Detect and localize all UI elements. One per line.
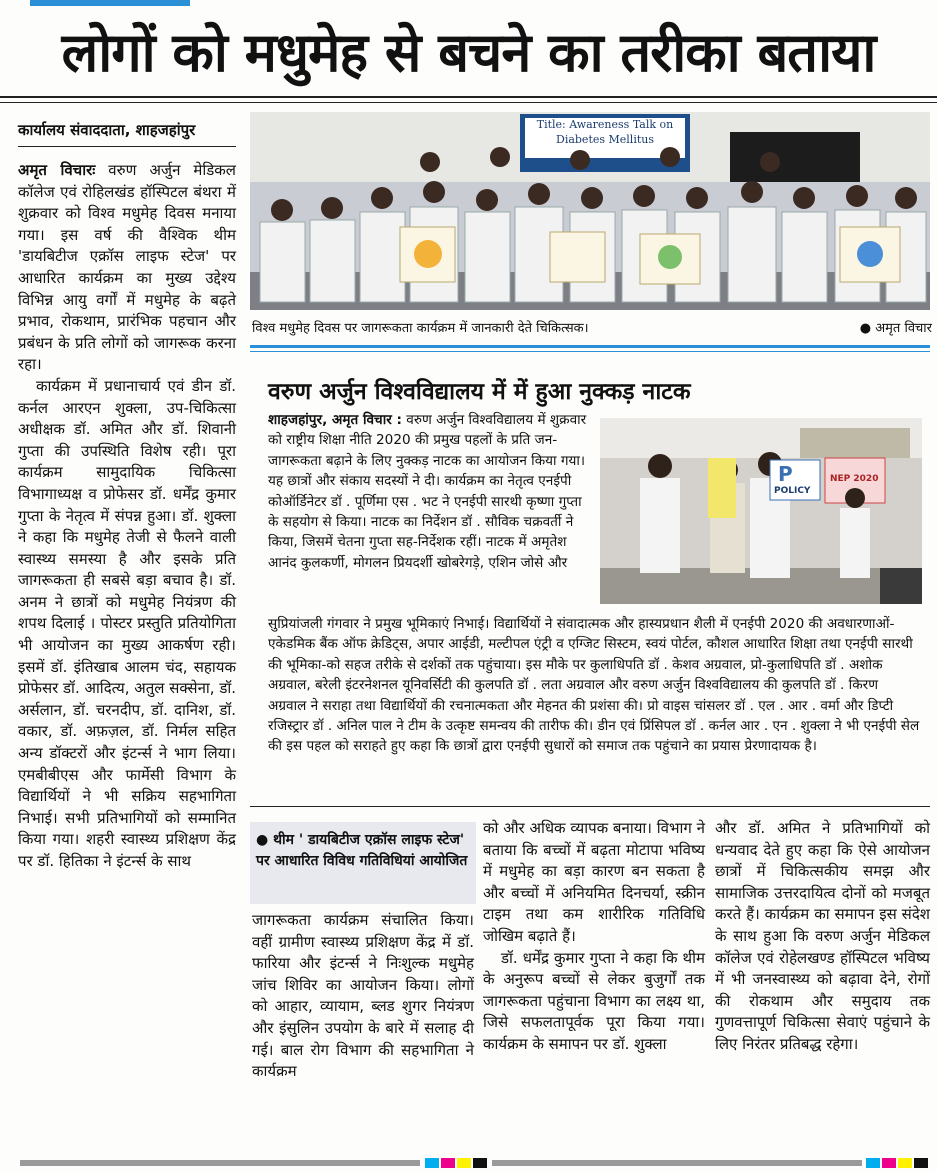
photo-sign-policy: POLICY bbox=[774, 486, 811, 496]
color-swatch-yellow-2 bbox=[898, 1158, 912, 1168]
main-story-col2: जागरूकता कार्यक्रम संचालित किया। वहीं ग्रामीण स्वास्थ्य प्रशिक्षण केंद्र में डॉ. फारिया और इंटर्न्स ने निःशुल्क मधुमेह जांच शिविर का आयोजन किया। लोगों को आहार, व्यायाम, ब्लड शुगर नियंत्रण और इंसुलिन उपयोग के बारे में सलाह दी गई। बाल रोग विभाग की सहभागिता ने कार्यक्रम bbox=[252, 911, 474, 1081]
headline-rule bbox=[0, 96, 937, 98]
color-swatch-magenta bbox=[441, 1158, 455, 1168]
photo-caption: विश्व मधुमेह दिवस पर जागरूकता कार्यक्रम में जानकारी देते चिकित्सक। bbox=[252, 321, 589, 336]
main-story-col3 bbox=[483, 818, 705, 1056]
street-play-photo-svg bbox=[600, 418, 922, 604]
main-story-p1-text: वरुण अर्जुन मेडिकल कॉलेज एवं रोहिलखंड हॉस्पिटल बंथरा में शुक्रवार को विश्व मधुमेह दिवस मनाया गया। इस वर्ष की वैश्विक थीम 'डायबिटीज एक्रॉस लाइफ स्टेज' पर आधारित कार्यक्रम का मुख्य उद्देश्य विभिन्न आयु वर्गों में मधुमेह के बढ़ते प्रभाव, रोकथाम, प्रारंभिक पहचान और प्रबंधन के प्रति लोगों को जागरूक करना रहा। bbox=[18, 161, 236, 374]
street-play-photo bbox=[600, 418, 922, 604]
dateline: अमृत विचारः bbox=[18, 161, 96, 179]
main-story-col3-b: डॉ. धर्मेंद्र कुमार गुप्ता ने कहा कि थीम के अनुरूप बच्चों से लेकर बुजुर्गों तक जागरूकता पहुंचाना विभाग का लक्ष्य था, जिसे सफलतापूर्वक पूरा किया गया। कार्यक्रम के समापन पर डॉ. शुक्ला bbox=[483, 948, 705, 1053]
page-headline: लोगों को मधुमेह से बचने का तरीका बताया bbox=[61, 21, 876, 84]
color-swatch-magenta-2 bbox=[882, 1158, 896, 1168]
second-story-headline: वरुण अर्जुन विश्वविद्यालय में में हुआ नुक्कड़ नाटक bbox=[268, 379, 691, 405]
photo-banner-line2: Diabetes Mellitus bbox=[556, 133, 654, 146]
byline: कार्यालय संवाददाता, शाहजहांपुर bbox=[18, 121, 196, 139]
second-story-bottom-rule bbox=[250, 806, 930, 807]
main-story-para1 bbox=[18, 160, 236, 376]
event-photo bbox=[250, 112, 930, 310]
photo-credit: ● अमृत विचार bbox=[859, 321, 932, 336]
byline-rule bbox=[18, 146, 236, 147]
color-swatch-yellow bbox=[457, 1158, 471, 1168]
blue-divider-2 bbox=[250, 351, 930, 352]
photo-banner-line1: Title: Awareness Talk on bbox=[536, 118, 674, 131]
headline-rule-2 bbox=[0, 102, 937, 103]
top-color-strip bbox=[30, 0, 190, 6]
main-story-col1 bbox=[18, 160, 236, 873]
second-story-top-text: वरुण अर्जुन विश्वविद्यालय में शुक्रवार को राष्ट्रीय शिक्षा नीति 2020 की प्रमुख पहलों के प्रति जन-जागरूकता बढ़ाने के लिए नुक्कड़ नाटक का आयोजन किया गया। यह छात्रों और संकाय सदस्यों ने दी। कार्यक्रम का नेतृत्व एनईपी कोऑर्डिनेटर डॉ . पूर्णिमा एस . भट ने एनईपी सारथी कृष्णा गुप्ता के सहयोग से किया। नाटक का निर्देशन डॉ . सौविक चक्रवर्ती ने किया, जिसमें चेतना गुप्ता सह-निर्देशक रहीं। नाटक में अमृतेश आनंद कुलकर्णी, मोगलन प्रियदर्शी खोबरेगड़े, एशिन जोसे और bbox=[268, 412, 587, 571]
second-story-dateline: शाहजहांपुर, अमृत विचार : bbox=[268, 412, 402, 428]
main-story-col4: और डॉ. अमित ने प्रतिभागियों को धन्यवाद देते हुए कहा कि ऐसे आयोजन छात्रों में चिकित्सकीय समझ और सामाजिक उत्तरदायित्व दोनों को मजबूत करते हैं। कार्यक्रम का समापन इस संदेश के साथ हुआ कि वरुण अर्जुन मेडिकल कॉलेज एवं रोहेलखण्ड हॉस्पिटल भविष्य में भी जनस्वास्थ्य को बढ़ावा देने, रोगों की रोकथाम और समुदाय तक गुणवत्तापूर्ण चिकित्सा सेवाएं पहुंचाने के लिए निरंतर प्रतिबद्ध रहेगा। bbox=[715, 819, 930, 1053]
photo-sign-nep: NEP 2020 bbox=[830, 474, 879, 484]
main-story-para2: कार्यक्रम में प्रधानाचार्य एवं डीन डॉ. कर्नल आरएन शुक्ला, उप-चिकित्सा अधीक्षक डॉ. अमित और डॉ. शिवानी गुप्ता की उपस्थिति विशेष रही। पूरा कार्यक्रम सामुदायिक चिकित्सा विभागाध्यक्ष व प्रोफेसर डॉ. धर्मेंद्र कुमार गुप्ता के नेतृत्व में संपन्न हुआ। डॉ. शुक्ला ने कहा कि मधुमेह तेजी से फैलने वाली स्वास्थ्य समस्या है और इसके प्रति जागरूकता ही सबसे बड़ा बचाव है। डॉ. अनम ने छात्रों को मधुमेह नियंत्रण की शपथ दिलाई । पोस्टर प्रस्तुति प्रतियोगिता भी आयोजन का मुख्य आकर्षण रही। इसमें डॉ. इंतिखाब आलम चंद, सहायक प्रोफेसर डॉ. आदित्य, अतुल सक्सेना, डॉ. अर्सलान, डॉ. चरनदीप, डॉ. दानिश, डॉ. वकार, डॉ. अफ़ज़ल, डॉ. निर्मल सहित अन्य डॉक्टरों और इंटर्न्स ने भाग लिया। एमबीबीएस और फार्मेसी विभाग के विद्यार्थियों ने भी सक्रिय सहभागिता निभाई। सभी प्रतिभागियों को सम्मानित किया गया। शहरी स्वास्थ्य प्रशिक्षण केंद्र पर डॉ. हितिका ने इंटर्न्स के साथ bbox=[18, 376, 236, 870]
color-swatch-black-2 bbox=[914, 1158, 928, 1168]
blue-divider bbox=[250, 345, 930, 348]
color-swatch-cyan-2 bbox=[866, 1158, 880, 1168]
bottom-rule-mid bbox=[492, 1160, 862, 1166]
theme-sidebox-text: ● थीम ' डायबिटीज एक्रॉस लाइफ स्टेज' पर आधारित विविध गतिविधियां आयोजित bbox=[256, 832, 468, 869]
color-swatch-cyan bbox=[425, 1158, 439, 1168]
color-swatch-black bbox=[473, 1158, 487, 1168]
bottom-rule-left bbox=[20, 1160, 420, 1166]
second-story-body-full: सुप्रियांजली गंगवार ने प्रमुख भूमिकाएं निभाई। विद्यार्थियों ने संवादात्मक और हास्यप्रधान शैली में एनईपी 2020 की अवधारणाओं-एकेडमिक बैंक ऑफ क्रेडिट्स, अपार आईडी, मल्टीपल एंट्री व एग्जिट सिस्टम, स्वयं पोर्टल, कौशल आधारित शिक्षा तथा एनईपी सारथी की भूमिका-को सहज तरीके से दर्शकों तक पहुंचाया। इस मौके पर कुलाधिपति डॉ . केशव अग्रवाल, प्रो-कुलाधिपति डॉ . अशोक अग्रवाल, बरेली इंटरनेशनल यूनिवर्सिटी की कुलपति डॉ . लता अग्रवाल और वरुण अर्जुन विश्वविद्यालय की कुलपति डॉ . किरण अग्रवाल ने सराहा तथा विद्यार्थियों की रचनात्मकता और मेहनत की प्रशंसा की। प्रो वाइस चांसलर डॉ . एल . आर . वर्मा और डिप्टी रजिस्ट्रार डॉ . अनिल पाल ने टीम के उत्कृष्ट समन्वय की तारीफ की। डीन एवं प्रिंसिपल डॉ . कर्नल आर . एन . शुक्ला ने भी एनईपी सेल की इस पहल को सराहते हुए कहा कि छात्रों द्वारा एनईपी सुधारों को समाज तक पहुंचाने का प्रयास प्रेरणादायक है। bbox=[268, 616, 920, 755]
main-story-col3-a: को और अधिक व्यापक बनाया। विभाग ने बताया कि बच्चों में बढ़ता मोटापा भविष्य में मधुमेह का बड़ा कारण बन सकता है और बच्चों में अनियमित दिनचर्या, स्क्रीन टाइम तथा कम शारीरिक गतिविधि जोखिम बढ़ाते हैं। bbox=[483, 819, 705, 945]
photo-sign-p: P bbox=[778, 462, 793, 486]
second-story-body-top bbox=[268, 410, 592, 573]
